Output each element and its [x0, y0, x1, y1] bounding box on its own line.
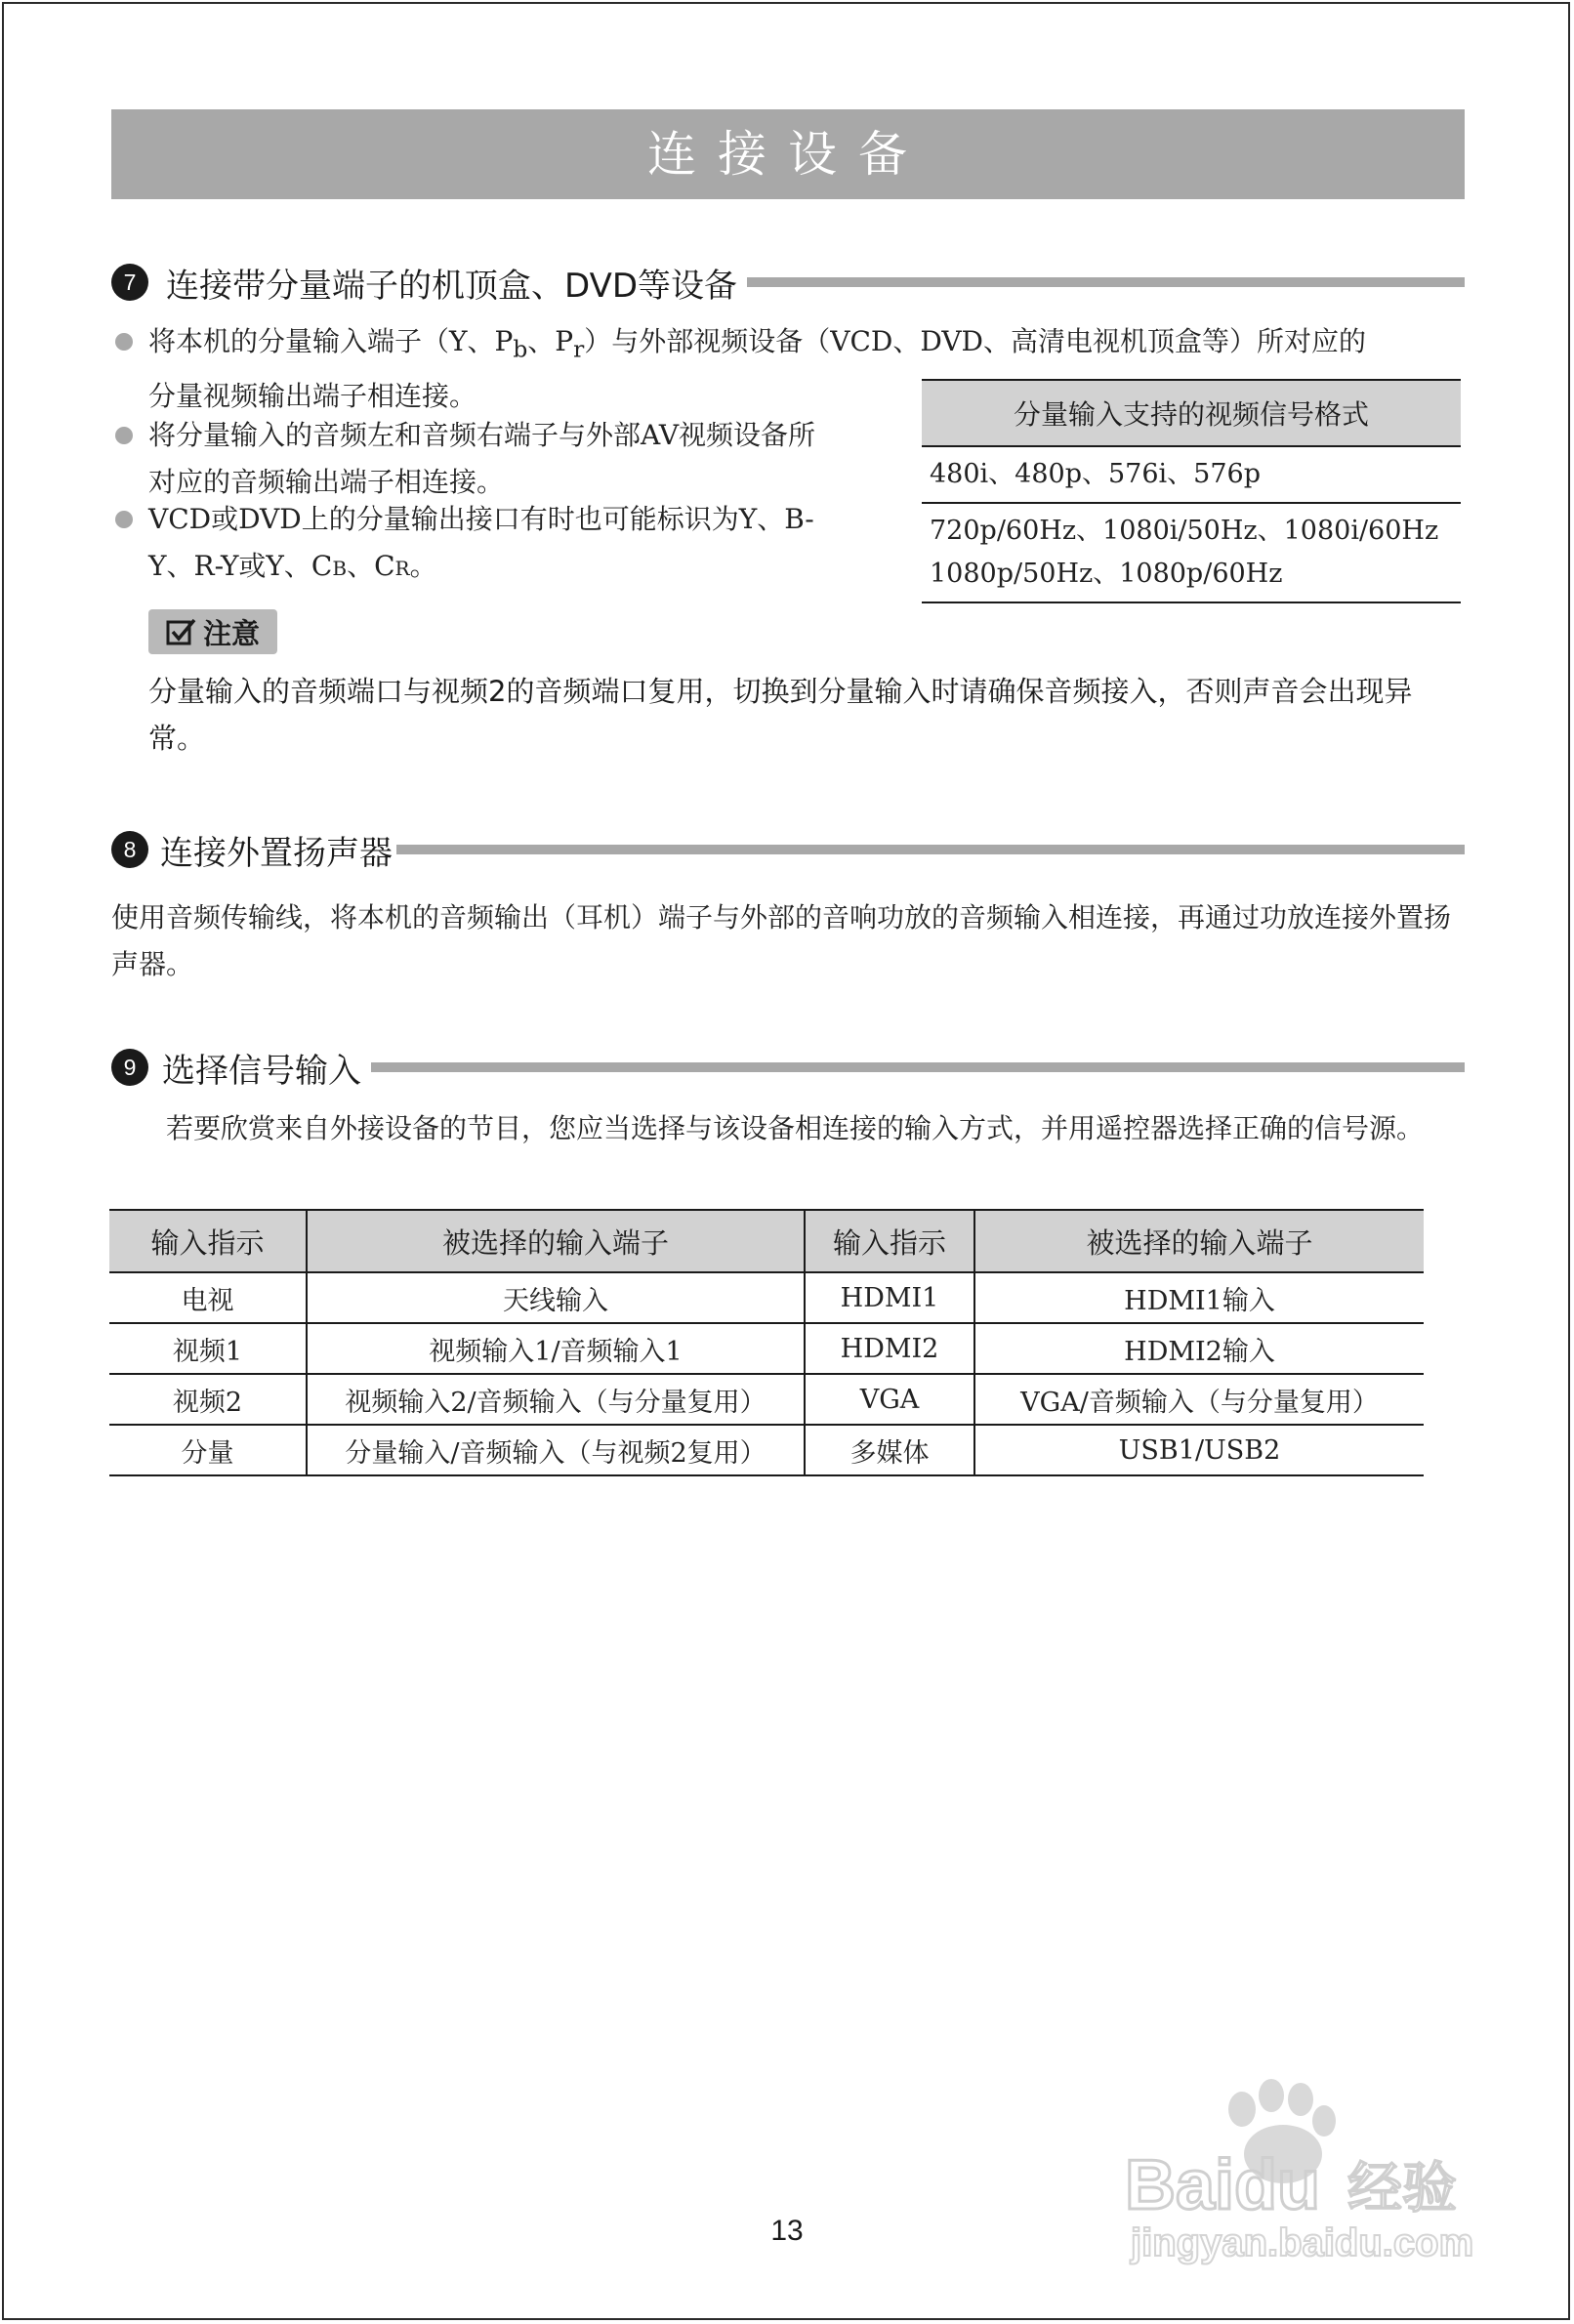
bullet-1-text: 、P	[527, 325, 574, 357]
section-9-text: 若要欣赏来自外接设备的节目，您应当选择与该设备相连接的输入方式，并用遥控器选择正确的信号源。	[166, 1112, 1425, 1144]
section-8-header	[111, 825, 1465, 874]
table-cell: 分量	[109, 1425, 307, 1475]
table-cell: 视频2	[109, 1374, 307, 1425]
table-header: 被选择的输入端子	[974, 1210, 1424, 1272]
subscript-b: b	[513, 335, 528, 363]
table-cell: 多媒体	[805, 1425, 974, 1475]
bullet-1-text: 将本机的分量输入端子（Y、P	[148, 325, 514, 357]
page-number: 13	[770, 2215, 804, 2247]
checkbox-icon	[166, 617, 197, 646]
bullet-3-line-1: VCD或DVD上的分量输出接口有时也可能标识为Y、B-	[148, 503, 814, 535]
section-7-bullet-2	[115, 412, 906, 506]
section-7-bullet-3	[115, 496, 906, 592]
section-9-header	[111, 1043, 1465, 1092]
watermark-brand: Baidu	[1125, 2146, 1321, 2224]
section-8-title: 连接外置扬声器	[160, 833, 393, 873]
table-row	[109, 1323, 1424, 1374]
section-9-number: 9	[111, 1049, 148, 1086]
watermark-url: jingyan.baidu.com	[1131, 2221, 1474, 2264]
table-cell: 视频1	[109, 1323, 307, 1374]
table-cell: 视频输入1/音频输入1	[307, 1323, 805, 1374]
format-line: 720p/60Hz、1080i/50Hz、1080i/60Hz	[930, 516, 1439, 546]
table-cell: HDMI2输入	[974, 1323, 1424, 1374]
bullet-dot	[115, 427, 133, 444]
subscript-r: r	[573, 335, 585, 363]
table-cell: HDMI2	[805, 1323, 974, 1374]
table-row	[109, 1272, 1424, 1323]
bullet-dot	[115, 511, 133, 528]
table-row	[109, 1374, 1424, 1425]
section-9-title: 选择信号输入	[162, 1051, 361, 1091]
table-cell: 天线输入	[307, 1272, 805, 1323]
table-cell: USB1/USB2	[974, 1425, 1424, 1475]
table-cell: VGA	[805, 1374, 974, 1425]
table-cell: 电视	[109, 1272, 307, 1323]
section-7-title: 连接带分量端子的机顶盒、DVD等设备	[166, 266, 738, 306]
section-7-number: 7	[111, 264, 148, 301]
bullet-2-line-1: 将分量输入的音频左和音频右端子与外部AV视频设备所	[148, 419, 816, 451]
bullet-dot	[115, 333, 133, 351]
section-9-rule	[371, 1062, 1465, 1072]
section-7-rule	[747, 277, 1465, 287]
note-label: 注意	[202, 616, 260, 650]
format-table-row	[922, 503, 1461, 602]
table-cell: VGA/音频输入（与分量复用）	[974, 1374, 1424, 1425]
bullet-3-text: 、C	[347, 550, 395, 582]
table-cell: HDMI1	[805, 1272, 974, 1323]
format-table-row: 480i、480p、576i、576p	[922, 446, 1461, 503]
bullet-3-text: Y、R-Y或Y、C	[148, 550, 333, 582]
input-table	[109, 1209, 1424, 1476]
small-r: R	[394, 557, 410, 580]
section-8-rule	[396, 845, 1465, 854]
page-title: 连接设备	[111, 109, 1465, 199]
bullet-2-line-2: 对应的音频输出端子相连接。	[148, 466, 505, 498]
bullet-1-text: ）与外部视频设备（VCD、DVD、高清电视机顶盒等）所对应的	[584, 325, 1366, 357]
table-cell: 视频输入2/音频输入（与分量复用）	[307, 1374, 805, 1425]
bullet-1-line-2: 分量视频输出端子相连接。	[148, 379, 477, 412]
watermark-brand-cn: 经验	[1347, 2157, 1457, 2220]
format-table-header: 分量输入支持的视频信号格式	[922, 380, 1461, 446]
table-header: 输入指示	[109, 1210, 307, 1272]
section-7-header	[111, 258, 1465, 307]
note-text: 分量输入的音频端口与视频2的音频端口复用，切换到分量输入时请确保音频接入，否则声音会出现异常。	[148, 675, 1413, 755]
section-8-text: 使用音频传输线，将本机的音频输出（耳机）端子与外部的音响功放的音频输入相连接，再通过功放连接外置扬声器。	[111, 901, 1452, 980]
section-8-number: 8	[111, 831, 148, 868]
table-cell: HDMI1输入	[974, 1272, 1424, 1323]
table-cell: 分量输入/音频输入（与视频2复用）	[307, 1425, 805, 1475]
table-header: 输入指示	[805, 1210, 974, 1272]
table-row	[109, 1425, 1424, 1475]
table-header: 被选择的输入端子	[307, 1210, 805, 1272]
small-b: B	[332, 557, 348, 580]
note-badge	[148, 609, 277, 654]
format-line: 1080p/50Hz、1080p/60Hz	[930, 559, 1283, 589]
bullet-3-text: 。	[409, 550, 437, 582]
format-table	[922, 379, 1461, 603]
